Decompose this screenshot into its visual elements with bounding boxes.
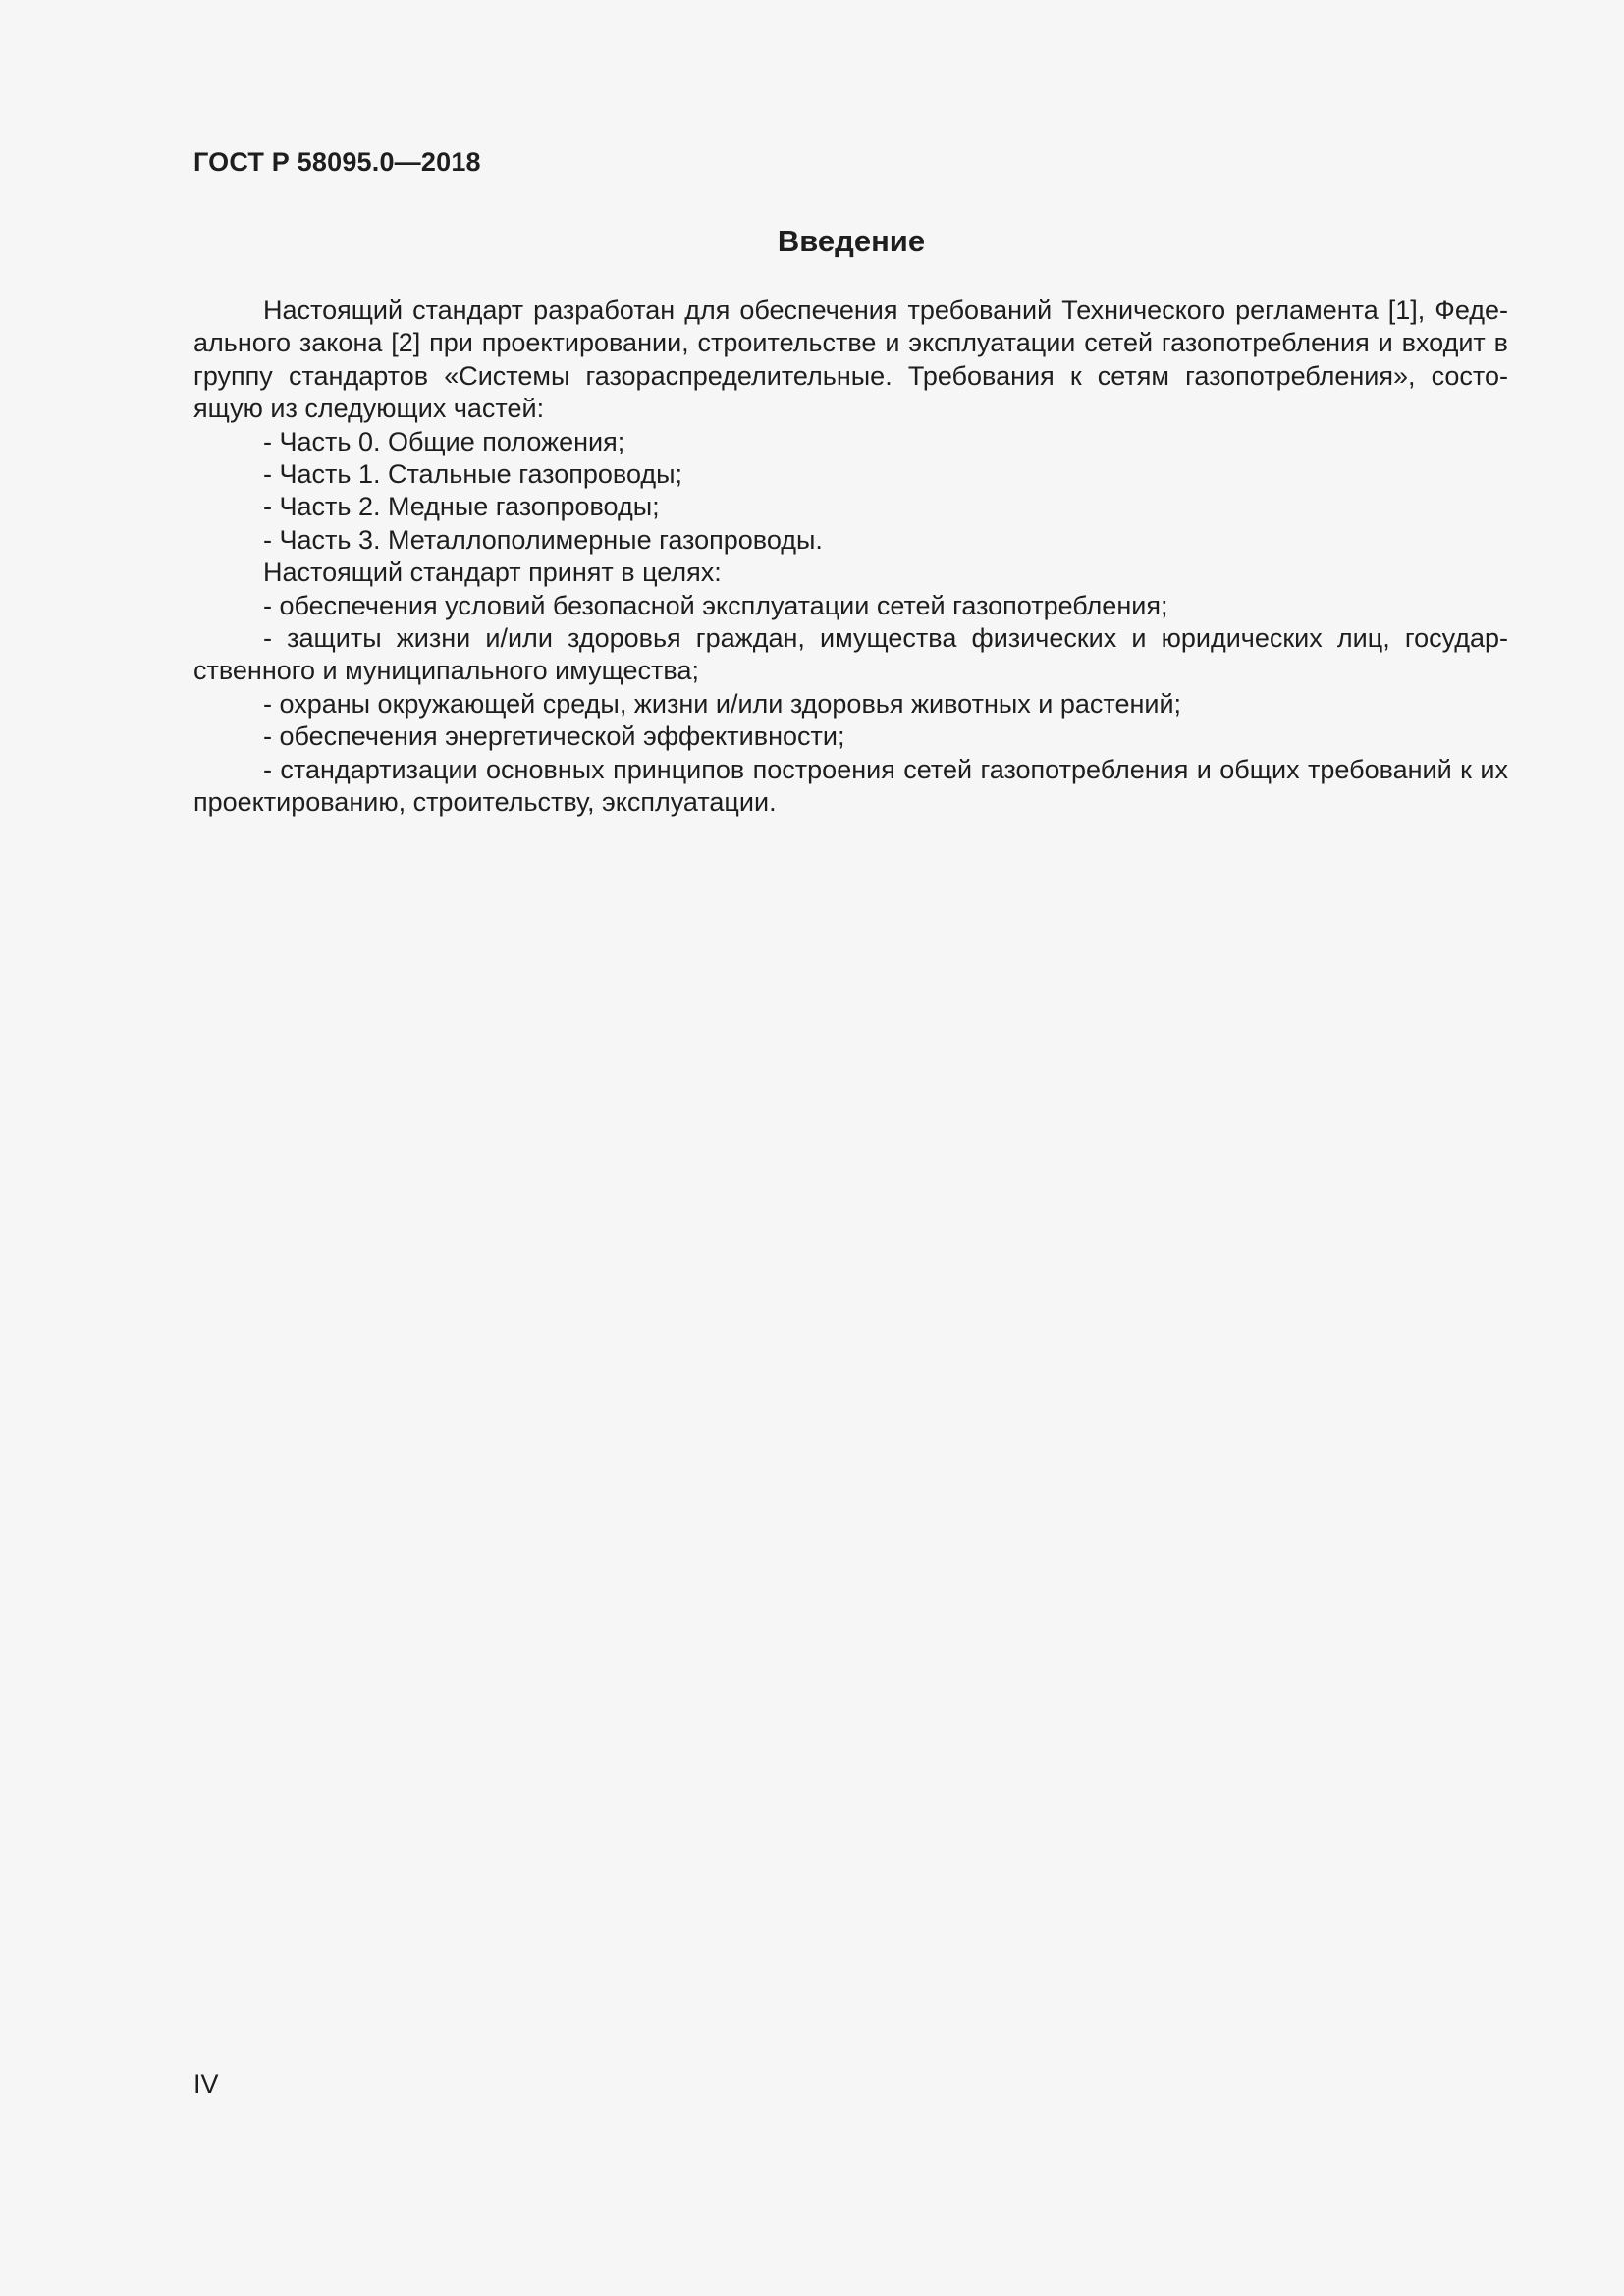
list-item: - обеспечения энергетической эффективности; — [263, 721, 845, 752]
list-item: - Часть 2. Медные газопроводы; — [263, 492, 660, 522]
document-body — [193, 294, 1508, 820]
list-item: - обеспечения условий безопасной эксплуатации сетей газопотребления; — [263, 590, 1168, 620]
list-item: - стандартизации основных принципов построения сетей газопотребления и общих требований к их проектированию, строительству, эксплуатации. — [193, 754, 1508, 818]
list-item: - Часть 3. Металлополимерные газопроводы. — [263, 524, 823, 555]
list-item: - Часть 1. Стальные газопроводы; — [263, 459, 683, 490]
list-item: - защиты жизни и/или здоровья граждан, имущества физических и юридических лиц, государ-ственного и муниципального имущества; — [193, 623, 1508, 686]
list-item: - охраны окружающей среды, жизни и/или здоровья животных и растений; — [263, 688, 1182, 719]
document-code: ГОСТ Р 58095.0—2018 — [193, 147, 481, 177]
list-item: - Часть 0. Общие положения; — [263, 426, 625, 456]
intro-paragraph: Настоящий стандарт разработан для обеспечения требований Технического регламента [1], Феде-ального закона [2] при проектировании, строительстве и эксплуатации сетей газопотребления и входит в группу стандартов «Системы газораспределительные. Требования к сетям газопотребления», состо-ящую из следующих частей: — [193, 295, 1508, 424]
page-number: IV — [193, 2069, 219, 2099]
section-title: Введение — [777, 224, 926, 258]
purpose-paragraph: Настоящий стандарт принят в целях: — [263, 558, 722, 588]
